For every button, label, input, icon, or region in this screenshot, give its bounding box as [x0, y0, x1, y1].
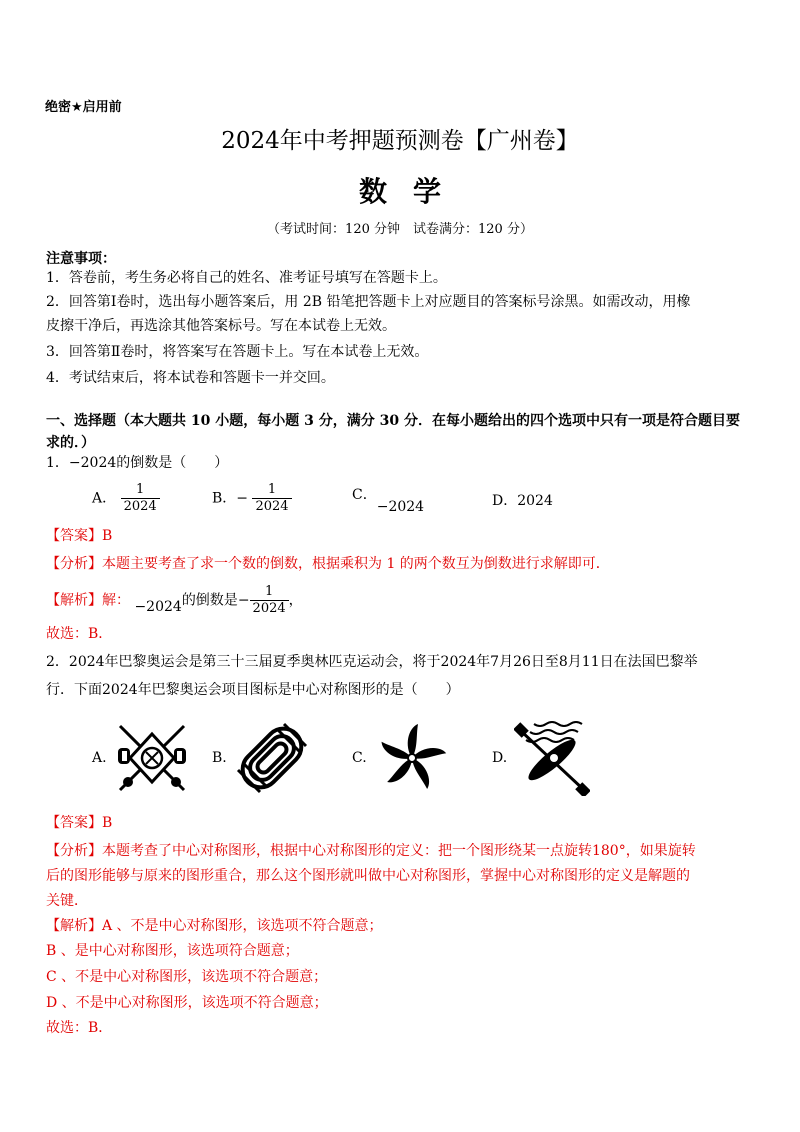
solution-tag: 【解析】	[46, 592, 102, 609]
fraction	[121, 482, 160, 515]
exam-info: （考试时间：120 分钟 试卷满分：120 分）	[267, 222, 533, 237]
analysis-text: 本题主要考查了求一个数的倒数，根据乘积为 1 的两个数互为倒数进行求解即可．	[102, 556, 610, 572]
note-item: 3．回答第Ⅱ卷时，将答案写在答题卡上。写在本试卷上无效。	[46, 344, 429, 360]
solution-line: D 、不是中心对称图形，该选项不符合题意；	[46, 995, 328, 1011]
q2-conclusion: 故选：B．	[46, 1020, 113, 1036]
solution-prefix: 解：	[102, 592, 130, 609]
q1-answer	[46, 525, 112, 547]
denominator: 2024	[255, 499, 289, 514]
numerator: 1	[121, 482, 160, 499]
q1-conclusion: 故选：B．	[46, 626, 113, 642]
denominator: 2024	[123, 499, 157, 514]
track-icon	[234, 720, 310, 796]
minus-sign: −	[237, 592, 250, 609]
q1-analysis	[46, 553, 610, 575]
q2-option-b-label: B.	[212, 750, 227, 766]
q2-analysis	[46, 840, 696, 862]
fencing-icon	[114, 720, 190, 796]
analysis-tag: 【分析】	[46, 556, 102, 572]
q1-number: 1．	[46, 455, 69, 471]
fraction	[250, 584, 289, 617]
q2-stem-line2: 行．下面2024年巴黎奥运会项目图标是中心对称图形的是（ ）	[46, 682, 460, 698]
minus-sign: −	[236, 490, 249, 507]
solution-value: −2024	[134, 598, 182, 615]
solution-line: A 、不是中心对称图形，该选项不符合题意；	[102, 918, 383, 934]
solution-end: ，	[288, 592, 303, 609]
q1-option-c	[352, 487, 425, 515]
option-label: B．	[212, 490, 237, 507]
q2-option-c-label: C.	[352, 750, 367, 766]
answer-value: B	[102, 528, 113, 544]
section-heading: 一、选择题（本大题共 10 小题，每小题 3 分，满分 30 分．在每小题给出的四个选项中只有一项是符合题目要求的．）	[46, 413, 740, 451]
note-item: 皮擦干净后，再选涂其他答案标号。写在本试卷上无效。	[46, 318, 396, 334]
q1-option-a	[92, 482, 160, 515]
notes-title: 注意事项：	[46, 251, 116, 267]
answer-tag: 【答案】	[46, 528, 102, 544]
q2-option-a-label: A.	[92, 750, 107, 766]
option-value: −2024	[376, 499, 425, 515]
q2-analysis-line3: 关键．	[46, 893, 88, 909]
fraction	[252, 482, 291, 515]
q1-stem-suffix: 的倒数是（ ）	[116, 455, 229, 471]
denominator: 2024	[252, 601, 286, 616]
solution-line: C 、不是中心对称图形，该选项不符合题意；	[46, 969, 328, 985]
q1-option-d: D．2024	[492, 493, 553, 509]
solution-line: B 、是中心对称图形，该选项符合题意；	[46, 943, 299, 959]
q1-stem	[46, 452, 228, 474]
q1-solution	[46, 584, 303, 617]
note-item: 2．回答第Ⅰ卷时，选出每小题答案后，用 2B 铅笔把答题卡上对应题目的答案标号涂黑。如需改动，用橡	[46, 294, 691, 310]
q2-stem-line1: 2．2024年巴黎奥运会是第三十三届夏季奥林匹克运动会，将于2024年7月26日至8月11日在法国巴黎举	[46, 654, 698, 670]
pinwheel-icon	[374, 720, 450, 796]
q2-analysis-line2: 后的图形能够与原来的图形重合，那么这个图形就叫做中心对称图形，掌握中心对称图形的定义是解题的	[46, 868, 690, 884]
answer-value: B	[102, 815, 113, 831]
page-title: 2024年中考押题预测卷【广州卷】	[221, 128, 579, 154]
solution-mid: 的倒数是	[181, 592, 238, 609]
option-label: A．	[92, 490, 117, 507]
secret-label: 绝密★启用前	[45, 100, 122, 115]
analysis-tag: 【分析】	[46, 843, 102, 859]
solution-tag: 【解析】	[46, 918, 102, 934]
q1-value: −2024	[68, 455, 117, 471]
numerator: 1	[252, 482, 291, 499]
subject-title: 数学	[358, 175, 467, 208]
q2-answer	[46, 812, 112, 834]
note-item: 4．考试结束后，将本试卷和答题卡一并交回。	[46, 370, 335, 386]
q1-option-b	[212, 482, 292, 515]
note-item: 1．答卷前，考生务必将自己的姓名、准考证号填写在答题卡上。	[46, 270, 447, 286]
analysis-text: 本题考查了中心对称图形，根据中心对称图形的定义：把一个图形绕某一点旋转180°，如果旋转	[102, 843, 696, 859]
answer-tag: 【答案】	[46, 815, 102, 831]
q2-solution	[46, 915, 383, 937]
option-label: C．	[352, 487, 377, 503]
canoe-icon	[514, 720, 590, 796]
q2-option-d-label: D.	[492, 750, 508, 766]
numerator: 1	[250, 584, 289, 601]
